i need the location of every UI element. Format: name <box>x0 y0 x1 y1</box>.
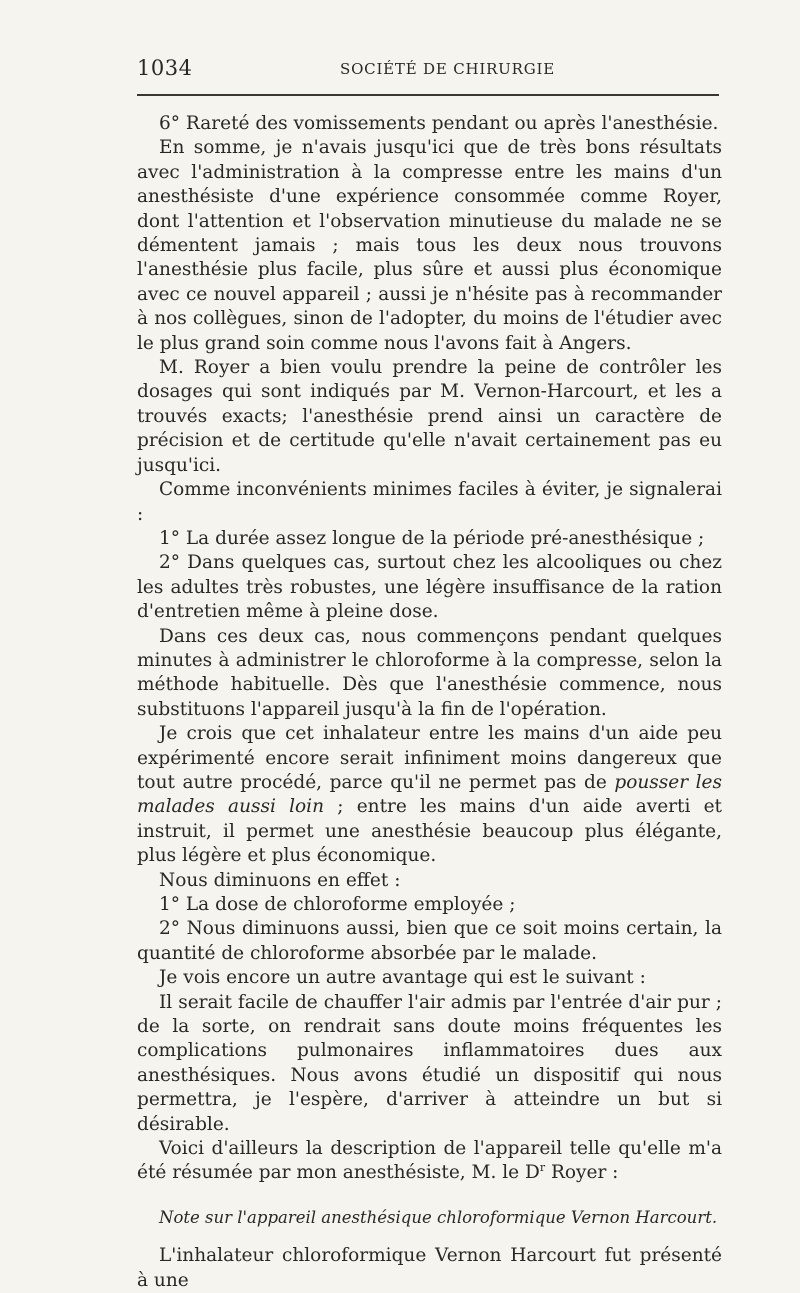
text-run: Voici d'ailleurs la description de l'appareil telle qu'elle m'a été résumée par mon anesthésiste, M. le D <box>137 1138 722 1184</box>
paragraph: Il serait facile de chauffer l'air admis par l'entrée d'air pur ; de la sorte, on rendrait sans doute moins fréquentes les complications pulmonaires inflammatoires dues aux anesthésiques. Nous avons étudié un dispositif qui nous permettra, je l'espère, d'arriver à atteindre un but si désirable. <box>137 991 722 1135</box>
paragraph: Je vois encore un autre avantage qui est le suivant : <box>159 967 646 989</box>
paragraph <box>137 1137 722 1186</box>
page-header <box>0 52 800 86</box>
paragraph: Dans ces deux cas, nous commençons pendant quelques minutes à administrer le chloroforme à la compresse, selon la méthode habituelle. Dès que l'anesthésie commence, nous substituons l'appareil jusqu'à la fin de l'opération. <box>137 625 722 720</box>
paragraph: 2° Nous diminuons aussi, bien que ce soit moins certain, la quantité de chloroforme absorbée par le malade. <box>137 918 722 964</box>
text-run: Royer : <box>545 1162 619 1184</box>
paragraph: L'inhalateur chloroformique Vernon Harcourt fut présenté à une <box>137 1245 722 1291</box>
header-rule <box>137 94 719 96</box>
paragraph: 6° Rareté des vomissements pendant ou après l'anesthésie. <box>159 113 719 134</box>
superscript: r <box>539 1161 546 1175</box>
text-run: ; entre les mains d'un aide averti et instruit, il permet une anesthésie beaucoup plus élégante, plus légère et plus économique. <box>137 796 722 867</box>
italic-text: pousser les malades aussi loin <box>137 771 722 818</box>
paragraph: En somme, je n'avais jusqu'ici que de très bons résultats avec l'administration à la compresse entre les mains d'un anesthésiste d'une expérience consommée comme Royer, dont l'attention et l'observation minutieuse du malade ne se démentent jamais ; mais tous les deux nous trouvons l'anesthésie plus facile, plus sûre et aussi plus économique avec ce nouvel appareil ; aussi je n'hésite pas à recommander à nos collègues, sinon de l'adopter, du moins de l'étudier avec le plus grand soin comme nous l'avons fait à Angers. <box>137 137 722 354</box>
paragraph: 1° La durée assez longue de la période pré-anesthésique ; <box>159 527 705 549</box>
text-run: Je crois que cet inhalateur entre les mains d'un aide peu expérimenté encore serait infiniment moins dangereux que tout autre procédé, parce qu'il ne permet pas de <box>137 723 722 793</box>
running-head: SOCIÉTÉ DE CHIRURGIE <box>340 60 555 78</box>
body-text <box>137 112 722 1293</box>
paragraph: 2° Dans quelques cas, surtout chez les alcooliques ou chez les adultes très robustes, une légère insuffisance de la ration d'entretien même à pleine dose. <box>137 552 722 623</box>
section-title: Note sur l'appareil anesthésique chloroformique Vernon Harcourt. <box>159 1207 718 1227</box>
paragraph: 1° La dose de chloroforme employée ; <box>159 894 516 915</box>
paragraph: M. Royer a bien voulu prendre la peine de contrôler les dosages qui sont indiqués par M. Vernon-Harcourt, et les a trouvés exacts; l'anesthésie prend ainsi un caractère de précision et de certitude qu'elle n'avait certainement pas eu jusqu'ici. <box>137 357 722 476</box>
paragraph-with-italic <box>137 722 722 868</box>
paragraph: Nous diminuons en effet : <box>159 869 401 891</box>
paragraph: Comme inconvénients minimes faciles à éviter, je signalerai : <box>137 479 722 525</box>
page-number: 1034 <box>137 56 193 80</box>
